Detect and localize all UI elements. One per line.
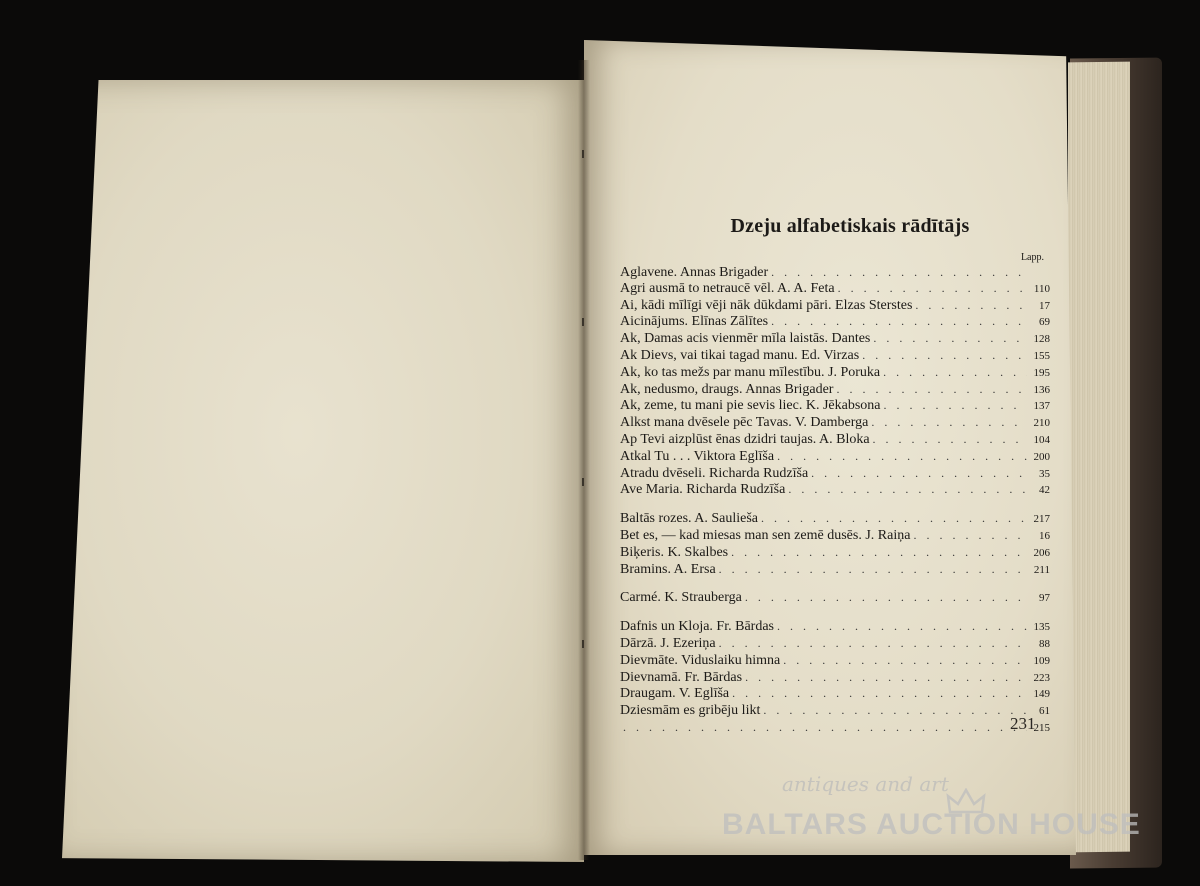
toc-entry-title: Aicinājums. Elīnas Zālītes — [620, 314, 769, 330]
dot-leader — [883, 365, 1027, 381]
toc-entry — [620, 686, 1050, 703]
toc-entry-page: 104 — [1033, 433, 1050, 446]
toc-entry-title: Carmé. K. Strauberga — [620, 590, 742, 606]
toc-entry-page: 110 — [1033, 282, 1050, 295]
toc-entry-title: Dafnis un Kloja. Fr. Bārdas — [620, 619, 774, 635]
toc-entry-title: Aglavene. Annas Brigader — [620, 265, 769, 280]
dot-leader — [745, 670, 1027, 686]
toc-entry — [620, 636, 1050, 653]
toc-entry-title: Biķeris. K. Skalbes — [620, 544, 729, 560]
toc-entry — [620, 382, 1050, 399]
binding-stitch — [582, 640, 584, 648]
toc-entry — [620, 562, 1050, 579]
dot-leader — [836, 382, 1027, 398]
toc-entry-title: Ak, nedusmo, draugs. Annas Brigader — [620, 381, 834, 397]
toc-entry-title: Alkst mana dvēsele pēc Tavas. V. Damberga — [620, 415, 869, 431]
toc-entry-title: Atradu dvēseli. Richarda Rudzīša — [620, 465, 809, 481]
watermark-tagline: antiques and art — [782, 772, 949, 796]
toc-entry-title: Ak, zeme, tu mani pie sevis liec. K. Jēkabsona — [620, 398, 881, 414]
dot-leader — [915, 298, 1027, 314]
toc-entry — [620, 314, 1050, 331]
toc-entry-page: 223 — [1033, 671, 1050, 684]
toc-entry-title: Atkal Tu . . . Viktora Eglīša — [620, 448, 775, 464]
binding-stitch — [582, 318, 584, 326]
toc-entry-page: 16 — [1039, 529, 1050, 542]
dot-leader — [731, 545, 1027, 561]
toc-entry-page: 17 — [1039, 299, 1050, 312]
toc-entry-page: 206 — [1033, 546, 1050, 559]
toc-entry-page: 35 — [1039, 467, 1050, 480]
toc-entry-title: Ai, kādi mīlīgi vēji nāk dūkdami pāri. Elzas Sterstes — [620, 297, 913, 313]
page-number: 231 — [1010, 714, 1036, 733]
dot-leader — [838, 281, 1027, 297]
toc-group-spacer — [620, 578, 1050, 590]
toc-entry — [620, 331, 1050, 348]
toc-entry — [620, 298, 1050, 315]
toc-entry-page: 217 — [1033, 513, 1050, 526]
toc-entry — [620, 449, 1050, 466]
toc-entry — [620, 415, 1050, 432]
dot-leader — [771, 265, 1027, 281]
toc-entry-page: 195 — [1033, 366, 1050, 379]
toc-entry — [620, 348, 1050, 365]
toc-entry-page: 149 — [1033, 688, 1050, 701]
toc-entry-page: 109 — [1033, 654, 1050, 667]
toc-entry-page: 215 — [1033, 721, 1050, 734]
toc-entry — [620, 466, 1050, 483]
toc-entry — [620, 432, 1050, 449]
toc-entry-page: 69 — [1039, 316, 1050, 329]
dot-leader — [623, 720, 1027, 736]
toc-entry-page: 210 — [1033, 417, 1050, 430]
toc-group-spacer — [620, 607, 1050, 619]
dot-leader — [871, 415, 1027, 431]
toc-title: Dzeju alfabetiskais rādītājs — [730, 215, 970, 237]
toc-entry — [620, 545, 1050, 562]
toc-entry-title: Ak Dievs, vai tikai tagad manu. Ed. Virzas — [620, 347, 860, 363]
watermark-brand: BALTARS AUCTION HOUSE — [722, 808, 1141, 841]
toc-entry-title: Bet es, — kad miesas man sen zemē dusēs. J. Raiņa — [620, 527, 911, 543]
binding-stitch — [582, 150, 584, 158]
toc-list — [620, 265, 1050, 720]
dot-leader — [771, 314, 1027, 330]
toc-entry — [620, 670, 1050, 687]
toc-entry-title: Ave Maria. Richarda Rudzīša — [620, 482, 786, 498]
toc-entry — [620, 281, 1050, 298]
page-column-label: Lapp. — [1020, 252, 1044, 263]
toc-entry — [620, 528, 1050, 545]
toc-entry-title: Draugam. V. Eglīša — [620, 686, 730, 702]
toc-entry-title: Dziesmām es gribēju likt — [620, 703, 761, 719]
toc-entry — [620, 590, 1050, 607]
dot-leader — [777, 449, 1027, 465]
toc-entry-title: Ap Tevi aizplūst ēnas dzidri taujas. A. Bloka — [620, 431, 870, 447]
toc-entry-page: 155 — [1033, 349, 1050, 362]
toc-entry-page: 61 — [1039, 705, 1050, 718]
toc-trailing-page — [620, 720, 1050, 737]
dot-leader — [761, 511, 1027, 527]
toc-entry-page: 211 — [1033, 563, 1050, 576]
dot-leader — [719, 636, 1027, 652]
toc-entry-title: Baltās rozes. A. Sauliešа — [620, 511, 759, 527]
toc-entry-page: 136 — [1033, 383, 1050, 396]
toc-entry-title: Dievnamā. Fr. Bārdas — [620, 669, 743, 685]
dot-leader — [873, 331, 1027, 347]
book-gutter — [578, 60, 590, 860]
toc-content — [620, 215, 1050, 737]
toc-entry — [620, 703, 1050, 720]
toc-group-spacer — [620, 499, 1050, 511]
toc-entry-title: Dārzā. J. Ezeriņa — [620, 635, 716, 651]
dot-leader — [913, 528, 1027, 544]
toc-entry-page: 200 — [1033, 450, 1050, 463]
dot-leader — [763, 703, 1027, 719]
dot-leader — [788, 482, 1027, 498]
toc-entry — [620, 265, 1050, 281]
toc-entry — [620, 482, 1050, 499]
dot-leader — [732, 686, 1027, 702]
toc-entry — [620, 653, 1050, 670]
toc-entry — [620, 619, 1050, 636]
dot-leader — [873, 432, 1027, 448]
dot-leader — [862, 348, 1027, 364]
dot-leader — [719, 562, 1027, 578]
toc-entry-title: Ak, ko tas mežs par manu mīlestību. J. Poruka — [620, 364, 881, 380]
dot-leader — [777, 619, 1027, 635]
toc-entry-title: Bramins. A. Ersa — [620, 561, 716, 577]
dot-leader — [783, 653, 1027, 669]
dot-leader — [745, 590, 1027, 606]
toc-entry — [620, 511, 1050, 528]
toc-entry-title: Dievmāte. Viduslaiku himna — [620, 652, 781, 668]
toc-entry — [620, 398, 1050, 415]
left-page-blank — [62, 80, 584, 862]
toc-entry-page: 42 — [1039, 484, 1050, 497]
page-edges — [1068, 62, 1130, 853]
toc-entry-title: Agri ausmā to netraucē vēl. A. A. Feta — [620, 280, 835, 296]
toc-entry-page: 97 — [1039, 592, 1050, 605]
toc-entry-page: 135 — [1033, 621, 1050, 634]
toc-entry-page: 128 — [1033, 333, 1050, 346]
toc-entry-page: 137 — [1033, 400, 1050, 413]
dot-leader — [883, 398, 1027, 414]
toc-entry-title: Ak, Damas acis vienmēr mīla laistās. Dantes — [620, 331, 871, 347]
toc-entry-page: 88 — [1039, 637, 1050, 650]
binding-stitch — [582, 478, 584, 486]
toc-entry — [620, 365, 1050, 382]
dot-leader — [811, 466, 1027, 482]
